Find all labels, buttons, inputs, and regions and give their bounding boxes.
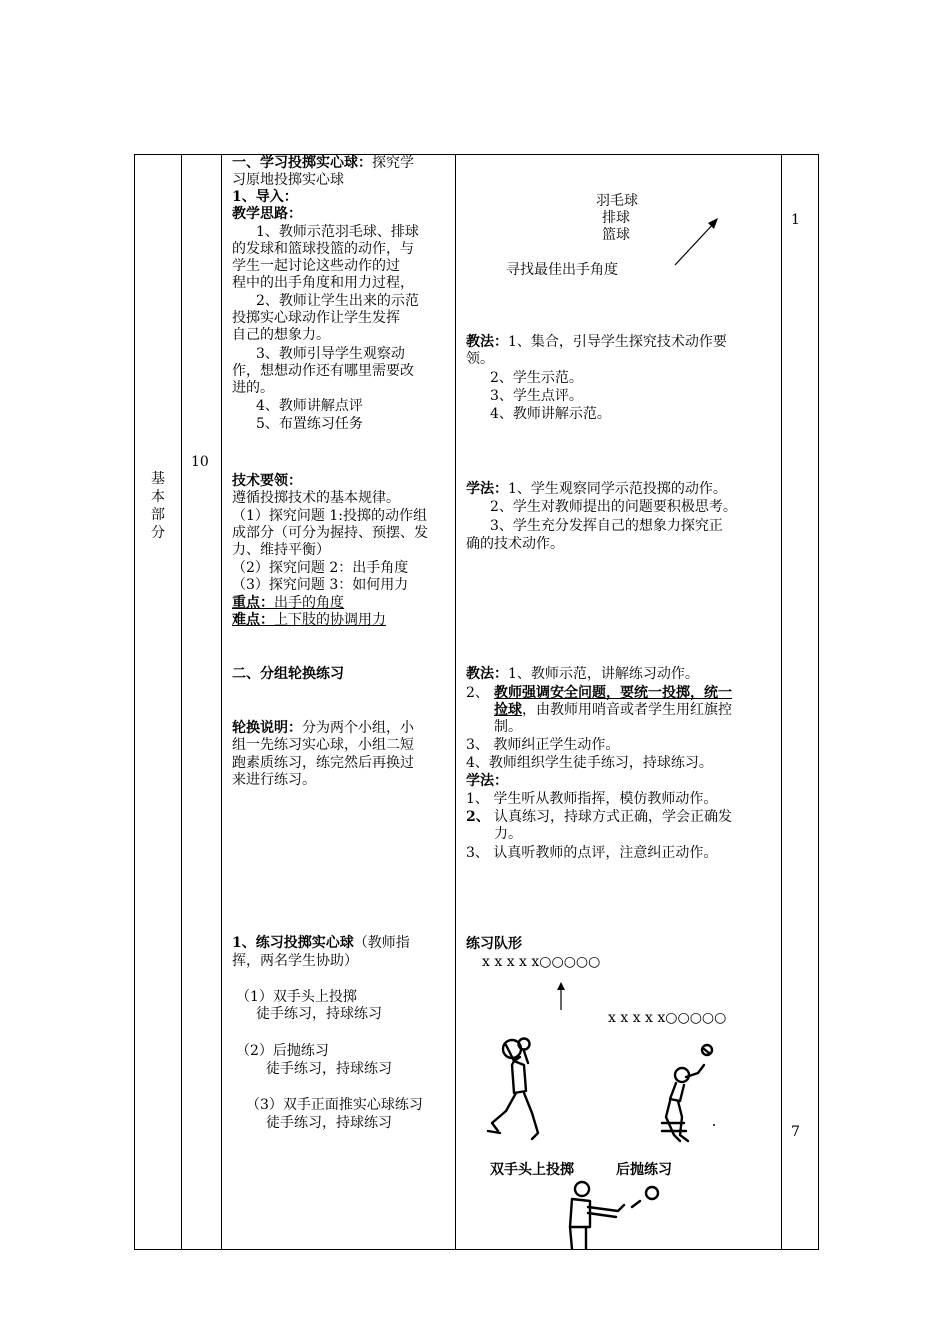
methods-column [456,155,780,1249]
exercise-item: （2）后抛练习 [236,1043,329,1059]
learning-method-text: 3、 认真听教师的点评，注意纠正动作。 [466,845,718,861]
tech-text: （3）探究问题 3：如何用力 [232,577,409,593]
rotation-label: 轮换说明： [232,720,302,736]
idea-text: 进的。 [232,380,274,396]
teaching-method-text: 3、学生点评。 [490,388,583,404]
teaching-method-label: 教法： [466,666,508,682]
teaching-idea-heading: 教学思路： [232,206,302,222]
difficulty-text: 上下肢的协调用力 [274,612,386,628]
section2-title: 二、分组轮换练习 [232,666,344,682]
exercise-item-detail: 徒手练习，持球练习 [266,1061,392,1077]
count-value: 7 [791,1124,800,1140]
safety-emphasis: 捡球 [494,702,522,718]
angle-label: 寻找最佳出手角度 [506,262,618,278]
key-point-label: 重点： [232,595,274,611]
rotation-text: 组一先练习实心球，小组二短 [232,737,414,753]
figure-caption: 双手头上投掷 [490,1162,574,1178]
exercise-title-rest: （教师指 [353,935,410,951]
idea-text: 投掷实心球动作让学生发挥 [232,310,400,326]
idea-text: 作，想想动作还有哪里需要改 [232,363,414,379]
back-throw-figure-icon [652,1039,722,1145]
section-char: 分 [151,525,165,541]
tech-text: 力、维持平衡） [232,542,330,558]
section1-subtitle: 习原地投掷实心球 [232,172,344,188]
tech-text: （1）探究问题 1:投掷的动作组 [232,508,427,524]
exercise-item: （3）双手正面推实心球练习 [246,1097,423,1113]
difficulty-label: 难点： [232,612,274,628]
list-number: 2、 [466,809,490,825]
tech-text: 成部分（可分为握持、预摆、发 [232,525,428,541]
teaching-method-text: ，由教师用哨音或者学生用红旗控 [522,702,732,718]
section-char: 部 [151,507,165,523]
overhead-throw-figure-icon [484,1035,556,1143]
time-value: 10 [191,454,209,470]
section1-title-rest: 探究学 [372,155,414,171]
exercise-title-line2: 挥，两名学生协助） [232,953,358,969]
teaching-method-text: 4、教师讲解示范。 [490,406,611,422]
list-number: 2、 [466,685,489,701]
teaching-method-text: 领。 [466,351,494,367]
rotation-text: 跑素质练习，练完然后再换过 [232,755,414,771]
idea-text: 学生一起讨论这些动作的过 [232,258,400,274]
learning-method-text: 力。 [494,826,522,842]
section1-title: 一、学习投掷实心球： [232,155,372,171]
idea-text: 的发球和篮球投篮的动作，与 [232,241,414,257]
figure-caption: 后抛练习 [616,1162,672,1178]
exercise-item: （1）双手头上投掷 [236,989,357,1005]
formation-row: x x x x x○○○○○ [482,954,601,970]
up-arrow-icon [554,981,568,1011]
section-char: 本 [151,489,165,505]
teaching-method-text: 4、教师组织学生徒手练习，持球练习。 [466,755,713,771]
teaching-method-text: 1、教师示范，讲解练习动作。 [508,666,699,682]
idea-text: 4、教师讲解点评 [256,398,363,414]
learning-method-label: 学法： [466,481,508,497]
col-divider [181,155,182,1249]
ball-label: 篮球 [602,227,630,243]
learning-method-label: 学法： [466,773,508,789]
teaching-method-label: 教法： [466,334,508,350]
lesson-plan-table [134,154,819,1250]
tech-text: （2）探究问题 2：出手角度 [232,560,409,576]
safety-emphasis: 教师强调安全问题，要统一投掷，统一 [494,685,732,701]
chest-push-figure-icon [560,1179,680,1249]
exercise-title: 1、练习投掷实心球 [232,935,354,951]
intro-heading: 1、导入： [232,189,298,205]
teaching-method-text: 3、 教师纠正学生动作。 [466,737,620,753]
count-value: 1 [791,212,800,228]
idea-text: 5、布置练习任务 [256,416,363,432]
rotation-text: 分为两个小组，小 [302,720,414,736]
teaching-method-text: 制。 [494,719,522,735]
idea-text: 自己的想象力。 [232,327,330,343]
learning-method-text: 3、学生充分发挥自己的想象力探究正 [490,518,723,534]
key-point-text: 出手的角度 [274,595,344,611]
angle-arrow-icon [666,213,726,271]
exercise-item-detail: 徒手练习，持球练习 [256,1006,382,1022]
idea-text: 程中的出手角度和用力过程， [232,275,414,291]
learning-method-text: 认真练习，持球方式正确，学会正确发 [494,809,732,825]
ball-label: 羽毛球 [596,193,638,209]
exercise-item-detail: 徒手练习，持球练习 [266,1115,392,1131]
learning-method-text: 2、学生对教师提出的问题要积极思考。 [490,499,737,515]
teaching-method-text: 1、集合，引导学生探究技术动作要 [508,334,727,350]
col-divider [781,155,782,1249]
section-label [135,470,181,542]
teaching-method-text: 2、学生示范。 [490,370,583,386]
tech-text: 遵循投掷技术的基本规律。 [232,490,400,506]
rotation-text: 来进行练习。 [232,772,316,788]
learning-method-text: 1、学生观察同学示范投掷的动作。 [508,481,727,497]
section-char: 基 [151,471,165,487]
formation-row: x x x x x○○○○○ [608,1010,727,1026]
idea-text: 3、教师引导学生观察动 [256,346,405,362]
tech-heading: 技术要领： [232,473,302,489]
idea-text: 2、教师让学生出来的示范 [256,293,419,309]
ball-label: 排球 [602,210,630,226]
learning-method-text: 1、 学生听从教师指挥，模仿教师动作。 [466,791,718,807]
learning-method-text: 确的技术动作。 [466,536,564,552]
idea-text: 1、教师示范羽毛球、排球 [256,224,419,240]
content-column [222,155,454,1249]
formation-heading: 练习队形 [466,936,522,952]
